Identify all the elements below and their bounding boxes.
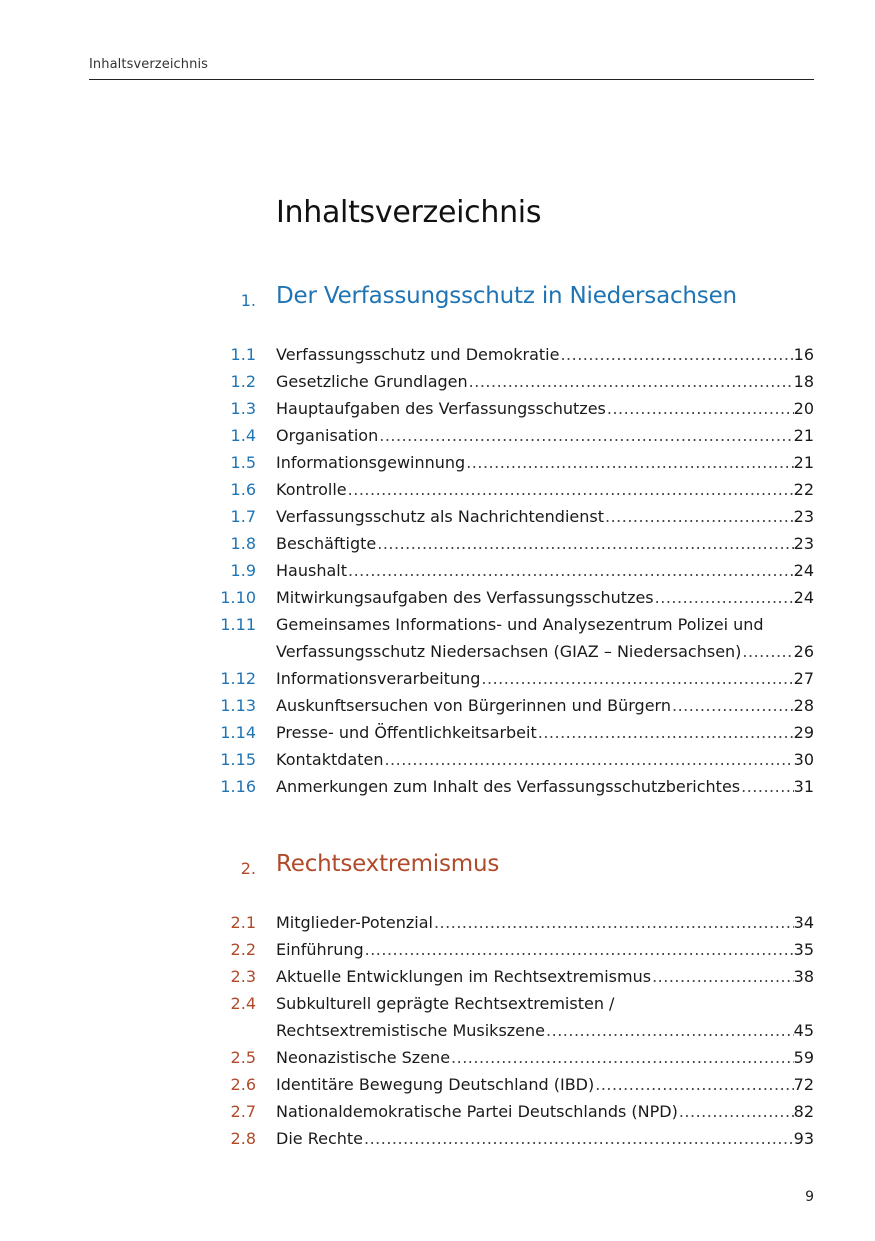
toc-entry-number: 1.12 [220,669,256,688]
toc-entry-line [276,719,814,746]
toc-entry-line [276,557,814,584]
toc-entry-line [276,665,814,692]
section-title: Der Verfassungsschutz in Niedersachsen [276,283,737,309]
toc-entry[interactable] [0,1044,875,1071]
toc-entry-page: 26 [793,642,814,661]
toc-entry-page: 27 [793,669,814,688]
toc-entry[interactable] [0,557,875,584]
toc-entry-title: Rechtsextremistische Musikszene [276,1021,546,1040]
dot-leader [545,1017,794,1044]
toc-entry-line [276,341,814,368]
toc-entry-line [276,936,814,963]
toc-entry-page: 21 [793,426,814,445]
dot-leader [740,773,794,800]
toc-entry-title-line: Subkulturell geprägte Rechtsextremisten / [276,994,615,1013]
section-number: 1. [240,291,256,310]
toc-entry-line [276,692,814,719]
toc-entry-title: Presse- und Öffentlichkeitsarbeit [276,723,537,742]
toc-list [0,341,875,800]
toc-entry-page: 38 [793,967,814,986]
toc-entry-line [276,584,814,611]
toc-list [0,909,875,1152]
toc-entry-text [276,584,814,611]
toc-entry[interactable] [0,368,875,395]
toc-entry-page: 59 [793,1048,814,1067]
toc-entry-number: 2.1 [230,913,256,932]
toc-entry-page: 22 [793,480,814,499]
toc-entry-text [276,990,814,1044]
toc-entry[interactable] [0,936,875,963]
toc-entry-page: 93 [793,1129,814,1148]
toc-entry-number: 2.8 [230,1129,256,1148]
toc-entry-line [276,1017,814,1044]
toc-entry-line [276,476,814,503]
toc-entry[interactable] [0,1098,875,1125]
header-rule [89,79,814,80]
toc-entry-number: 2.3 [230,967,256,986]
dot-leader [594,1071,793,1098]
toc-entry-page: 20 [793,399,814,418]
toc-entry-number: 1.3 [230,399,256,418]
dot-leader [654,584,794,611]
toc-entry-text [276,665,814,692]
dot-leader [651,963,794,990]
toc-entry-number: 1.13 [220,696,256,715]
toc-entry[interactable] [0,990,875,1044]
toc-entry-number: 2.2 [230,940,256,959]
toc-entry-title: Die Rechte [276,1129,363,1148]
section-heading [0,851,875,885]
toc-entry-line [276,746,814,773]
dot-leader [606,395,794,422]
toc-entry-line [276,503,814,530]
toc-entry-page: 18 [793,372,814,391]
toc-entry-title: Mitwirkungsaufgaben des Verfassungsschutzes [276,588,654,607]
toc-entry-number: 1.10 [220,588,256,607]
toc-entry-number: 1.11 [220,615,256,634]
toc-entry[interactable] [0,773,875,800]
toc-entry-text [276,692,814,719]
toc-entry-text [276,395,814,422]
toc-entry-text [276,746,814,773]
toc-entry-title: Aktuelle Entwicklungen im Rechtsextremismus [276,967,652,986]
toc-entry-text [276,557,814,584]
toc-entry-line [276,422,814,449]
toc-entry-line [276,1071,814,1098]
toc-entry-number: 1.5 [230,453,256,472]
toc-entry[interactable] [0,1125,875,1152]
toc-entry[interactable] [0,963,875,990]
toc-entry-text [276,476,814,503]
dot-leader [468,368,794,395]
toc-entry-text [276,719,814,746]
toc-entry[interactable] [0,449,875,476]
dot-leader [363,1125,794,1152]
page-title: Inhaltsverzeichnis [276,195,542,230]
toc-entry-page: 34 [793,913,814,932]
toc-entry[interactable] [0,584,875,611]
toc-entry-title: Einführung [276,940,364,959]
toc-entry-page: 16 [793,345,814,364]
toc-entry-text [276,449,814,476]
toc-entry-title: Nationaldemokratische Partei Deutschlands (NPD) [276,1102,678,1121]
toc-entry-title: Auskunftsersuchen von Bürgerinnen und Bürgern [276,696,671,715]
toc-entry-page: 28 [793,696,814,715]
toc-entry[interactable] [0,530,875,557]
toc-entry-title: Verfassungsschutz Niedersachsen (GIAZ – Niedersachsen) [276,642,742,661]
toc-entry[interactable] [0,341,875,368]
toc-entry-line [276,449,814,476]
toc-entry-title: Kontaktdaten [276,750,384,769]
toc-entry-line [276,909,814,936]
toc-entry-text [276,341,814,368]
toc-entry[interactable] [0,503,875,530]
toc-entry[interactable] [0,395,875,422]
toc-entry-text [276,611,814,665]
toc-entry-title: Identitäre Bewegung Deutschland (IBD) [276,1075,595,1094]
toc-entry-line [276,1098,814,1125]
dot-leader [741,638,793,665]
toc-entry-title: Hauptaufgaben des Verfassungsschutzes [276,399,606,418]
toc-entry-number: 1.16 [220,777,256,796]
dot-leader [559,341,793,368]
toc-entry-number: 1.14 [220,723,256,742]
toc-entry[interactable] [0,746,875,773]
toc-entry-title: Verfassungsschutz als Nachrichtendienst [276,507,604,526]
toc-entry[interactable] [0,692,875,719]
toc-entry-line [276,368,814,395]
toc-entry-number: 1.6 [230,480,256,499]
dot-leader [347,476,794,503]
toc-entry-title: Organisation [276,426,379,445]
toc-entry-number: 2.5 [230,1048,256,1067]
dot-leader [480,665,793,692]
toc-entry-number: 1.2 [230,372,256,391]
dot-leader [678,1098,794,1125]
toc-entry-text [276,422,814,449]
toc-entry[interactable] [0,476,875,503]
toc-entry-title: Informationsverarbeitung [276,669,481,688]
toc-entry-number: 1.1 [230,345,256,364]
section-heading [0,283,875,317]
toc-entry-title-line: Gemeinsames Informations- und Analysezentrum Polizei und [276,615,764,634]
dot-leader [671,692,794,719]
toc-entry-line [276,773,814,800]
dot-leader [378,422,793,449]
toc-entry-text [276,503,814,530]
toc-entry-number: 1.8 [230,534,256,553]
toc-entry-line [276,1044,814,1071]
toc-entry-text [276,773,814,800]
toc-entry-page: 21 [793,453,814,472]
toc-entry[interactable] [0,1071,875,1098]
toc-entry-line [276,638,814,665]
toc-entry-text [276,1125,814,1152]
toc-entry-page: 82 [793,1102,814,1121]
toc-entry-page: 72 [793,1075,814,1094]
toc-entry-line [276,963,814,990]
toc-entry-number: 2.4 [230,994,256,1013]
toc-entry-page: 23 [793,534,814,553]
toc-entry[interactable] [0,665,875,692]
toc-entry-title: Kontrolle [276,480,347,499]
toc-entry-text [276,936,814,963]
toc-entry[interactable] [0,719,875,746]
toc-entry-text [276,1044,814,1071]
toc-entry-text [276,1071,814,1098]
toc-entry-page: 24 [793,561,814,580]
dot-leader [364,936,794,963]
toc-entry-number: 1.15 [220,750,256,769]
toc-entry-text [276,1098,814,1125]
toc-entry-text [276,530,814,557]
toc-entry-line [276,530,814,557]
toc-entry-text [276,963,814,990]
toc-entry-number: 1.9 [230,561,256,580]
toc-entry[interactable] [0,909,875,936]
toc-entry-title: Anmerkungen zum Inhalt des Verfassungsschutzberichtes [276,777,741,796]
toc-entry-text [276,909,814,936]
toc-entry-page: 31 [793,777,814,796]
dot-leader [383,746,793,773]
dot-leader [465,449,793,476]
toc-entry-number: 1.4 [230,426,256,445]
dot-leader [347,557,794,584]
toc-entry-title: Haushalt [276,561,347,580]
dot-leader [604,503,794,530]
toc-entry-number: 1.7 [230,507,256,526]
dot-leader [450,1044,794,1071]
toc-entry-page: 24 [793,588,814,607]
dot-leader [537,719,794,746]
dot-leader [433,909,794,936]
toc-entry-title: Informationsgewinnung [276,453,466,472]
toc-entry-title: Verfassungsschutz und Demokratie [276,345,560,364]
toc-entry-title: Mitglieder-Potenzial [276,913,433,932]
toc-entry-title: Beschäftigte [276,534,377,553]
toc-entry-page: 45 [793,1021,814,1040]
page-number: 9 [805,1189,814,1205]
toc-entry-line [276,1125,814,1152]
section-title: Rechtsextremismus [276,851,500,877]
section-number: 2. [240,859,256,878]
toc-entry[interactable] [0,611,875,665]
toc-entry-page: 30 [793,750,814,769]
toc-entry-page: 29 [793,723,814,742]
running-header: Inhaltsverzeichnis [89,57,209,72]
dot-leader [376,530,793,557]
toc-entry-line [276,395,814,422]
toc-entry-title: Gesetzliche Grundlagen [276,372,468,391]
toc-entry-page: 23 [793,507,814,526]
toc-entry-page: 35 [793,940,814,959]
toc-entry-text [276,368,814,395]
toc-entry[interactable] [0,422,875,449]
toc-entry-number: 2.6 [230,1075,256,1094]
toc-entry-number: 2.7 [230,1102,256,1121]
toc-entry-title: Neonazistische Szene [276,1048,451,1067]
